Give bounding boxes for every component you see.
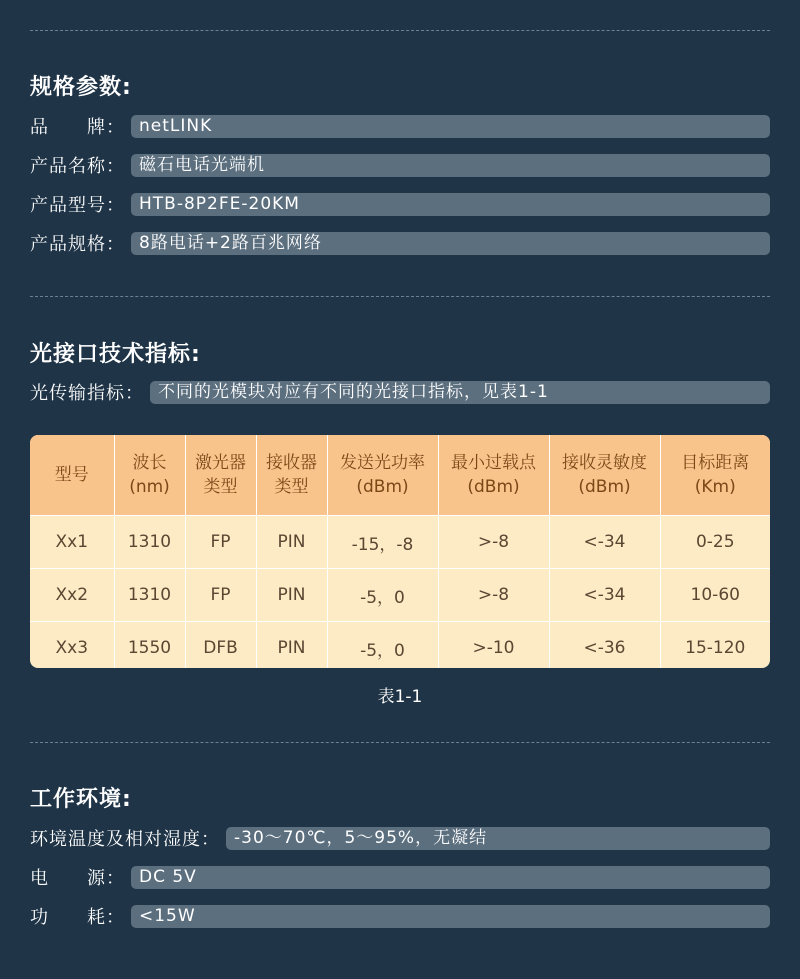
table-cell: Xx2 xyxy=(30,569,114,622)
spec-value: HTB-8P2FE-20KM xyxy=(131,193,770,216)
table-row xyxy=(30,622,770,669)
spec-row-model xyxy=(30,192,770,216)
transmission-label: 光传输指标： xyxy=(30,383,144,404)
table-cell: >-8 xyxy=(438,569,549,622)
table-cell: <-34 xyxy=(549,516,660,569)
environment-section-title: 工作环境: xyxy=(30,787,132,812)
table-cell: PIN xyxy=(256,569,327,622)
spec-row-product-name xyxy=(30,153,770,177)
column-header-wavelength: 波长 (nm) xyxy=(114,435,185,516)
optical-spec-table xyxy=(30,435,770,668)
env-value: <15W xyxy=(131,905,770,928)
table-cell: FP xyxy=(185,516,256,569)
column-header-laser-type: 激光器 类型 xyxy=(185,435,256,516)
column-header-sensitivity: 接收灵敏度 (dBm) xyxy=(549,435,660,516)
env-row-temperature-humidity xyxy=(30,826,770,850)
column-header-model: 型号 xyxy=(30,435,114,516)
transmission-value: 不同的光模块对应有不同的光接口指标，见表1-1 xyxy=(150,381,770,404)
divider-middle xyxy=(30,296,770,297)
env-row-power-supply xyxy=(30,865,770,889)
env-row-power-consumption xyxy=(30,904,770,928)
divider-bottom xyxy=(30,742,770,743)
table-cell: FP xyxy=(185,569,256,622)
table-row xyxy=(30,516,770,569)
table-cell: >-10 xyxy=(438,622,549,669)
table-cell: >-8 xyxy=(438,516,549,569)
table-cell: 1310 xyxy=(114,516,185,569)
env-value: DC 5V xyxy=(131,866,770,889)
table-cell: <-36 xyxy=(549,622,660,669)
spec-row-specification xyxy=(30,231,770,255)
column-header-tx-power: 发送光功率 (dBm) xyxy=(327,435,438,516)
table-cell: -5，0 xyxy=(327,569,438,622)
table-cell: Xx3 xyxy=(30,622,114,669)
table-cell: 15-120 xyxy=(685,638,746,658)
table-caption: 表1-1 xyxy=(377,687,423,707)
env-label: 电 源： xyxy=(30,868,125,889)
optical-section-title: 光接口技术指标: xyxy=(30,342,201,367)
spec-label: 产品名称： xyxy=(30,156,125,177)
table-cell: PIN xyxy=(256,516,327,569)
table-row xyxy=(30,569,770,622)
spec-value: 8路电话+2路百兆网络 xyxy=(131,232,770,255)
env-value: -30～70℃，5～95%，无凝结 xyxy=(226,827,770,850)
spec-label: 品 牌： xyxy=(30,117,125,138)
transmission-row xyxy=(30,380,770,404)
table-cell: Xx1 xyxy=(30,516,114,569)
column-header-receiver-type: 接收器 类型 xyxy=(256,435,327,516)
table-cell: DFB xyxy=(185,622,256,669)
spec-label: 产品规格： xyxy=(30,234,125,255)
spec-label: 产品型号： xyxy=(30,195,125,216)
table-header-row xyxy=(30,435,770,516)
table-cell: 1310 xyxy=(114,569,185,622)
table-cell: -5，0 xyxy=(327,622,438,669)
spec-value: 磁石电话光端机 xyxy=(131,154,770,177)
spec-value: netLINK xyxy=(131,115,770,138)
table-cell: -15，-8 xyxy=(327,516,438,569)
column-header-overload: 最小过载点 (dBm) xyxy=(438,435,549,516)
table-cell: 10-60 xyxy=(660,569,770,622)
spec-row-brand xyxy=(30,114,770,138)
env-label: 环境温度及相对湿度： xyxy=(30,829,220,850)
table-cell: <-34 xyxy=(549,569,660,622)
table-cell: 1550 xyxy=(114,622,185,669)
divider-top xyxy=(30,30,770,31)
table-cell: PIN xyxy=(256,622,327,669)
env-label: 功 耗： xyxy=(30,907,125,928)
specs-section-title: 规格参数: xyxy=(30,75,132,100)
column-header-distance: 目标距离 (Km) xyxy=(660,435,770,516)
table-cell: 0-25 xyxy=(660,516,770,569)
